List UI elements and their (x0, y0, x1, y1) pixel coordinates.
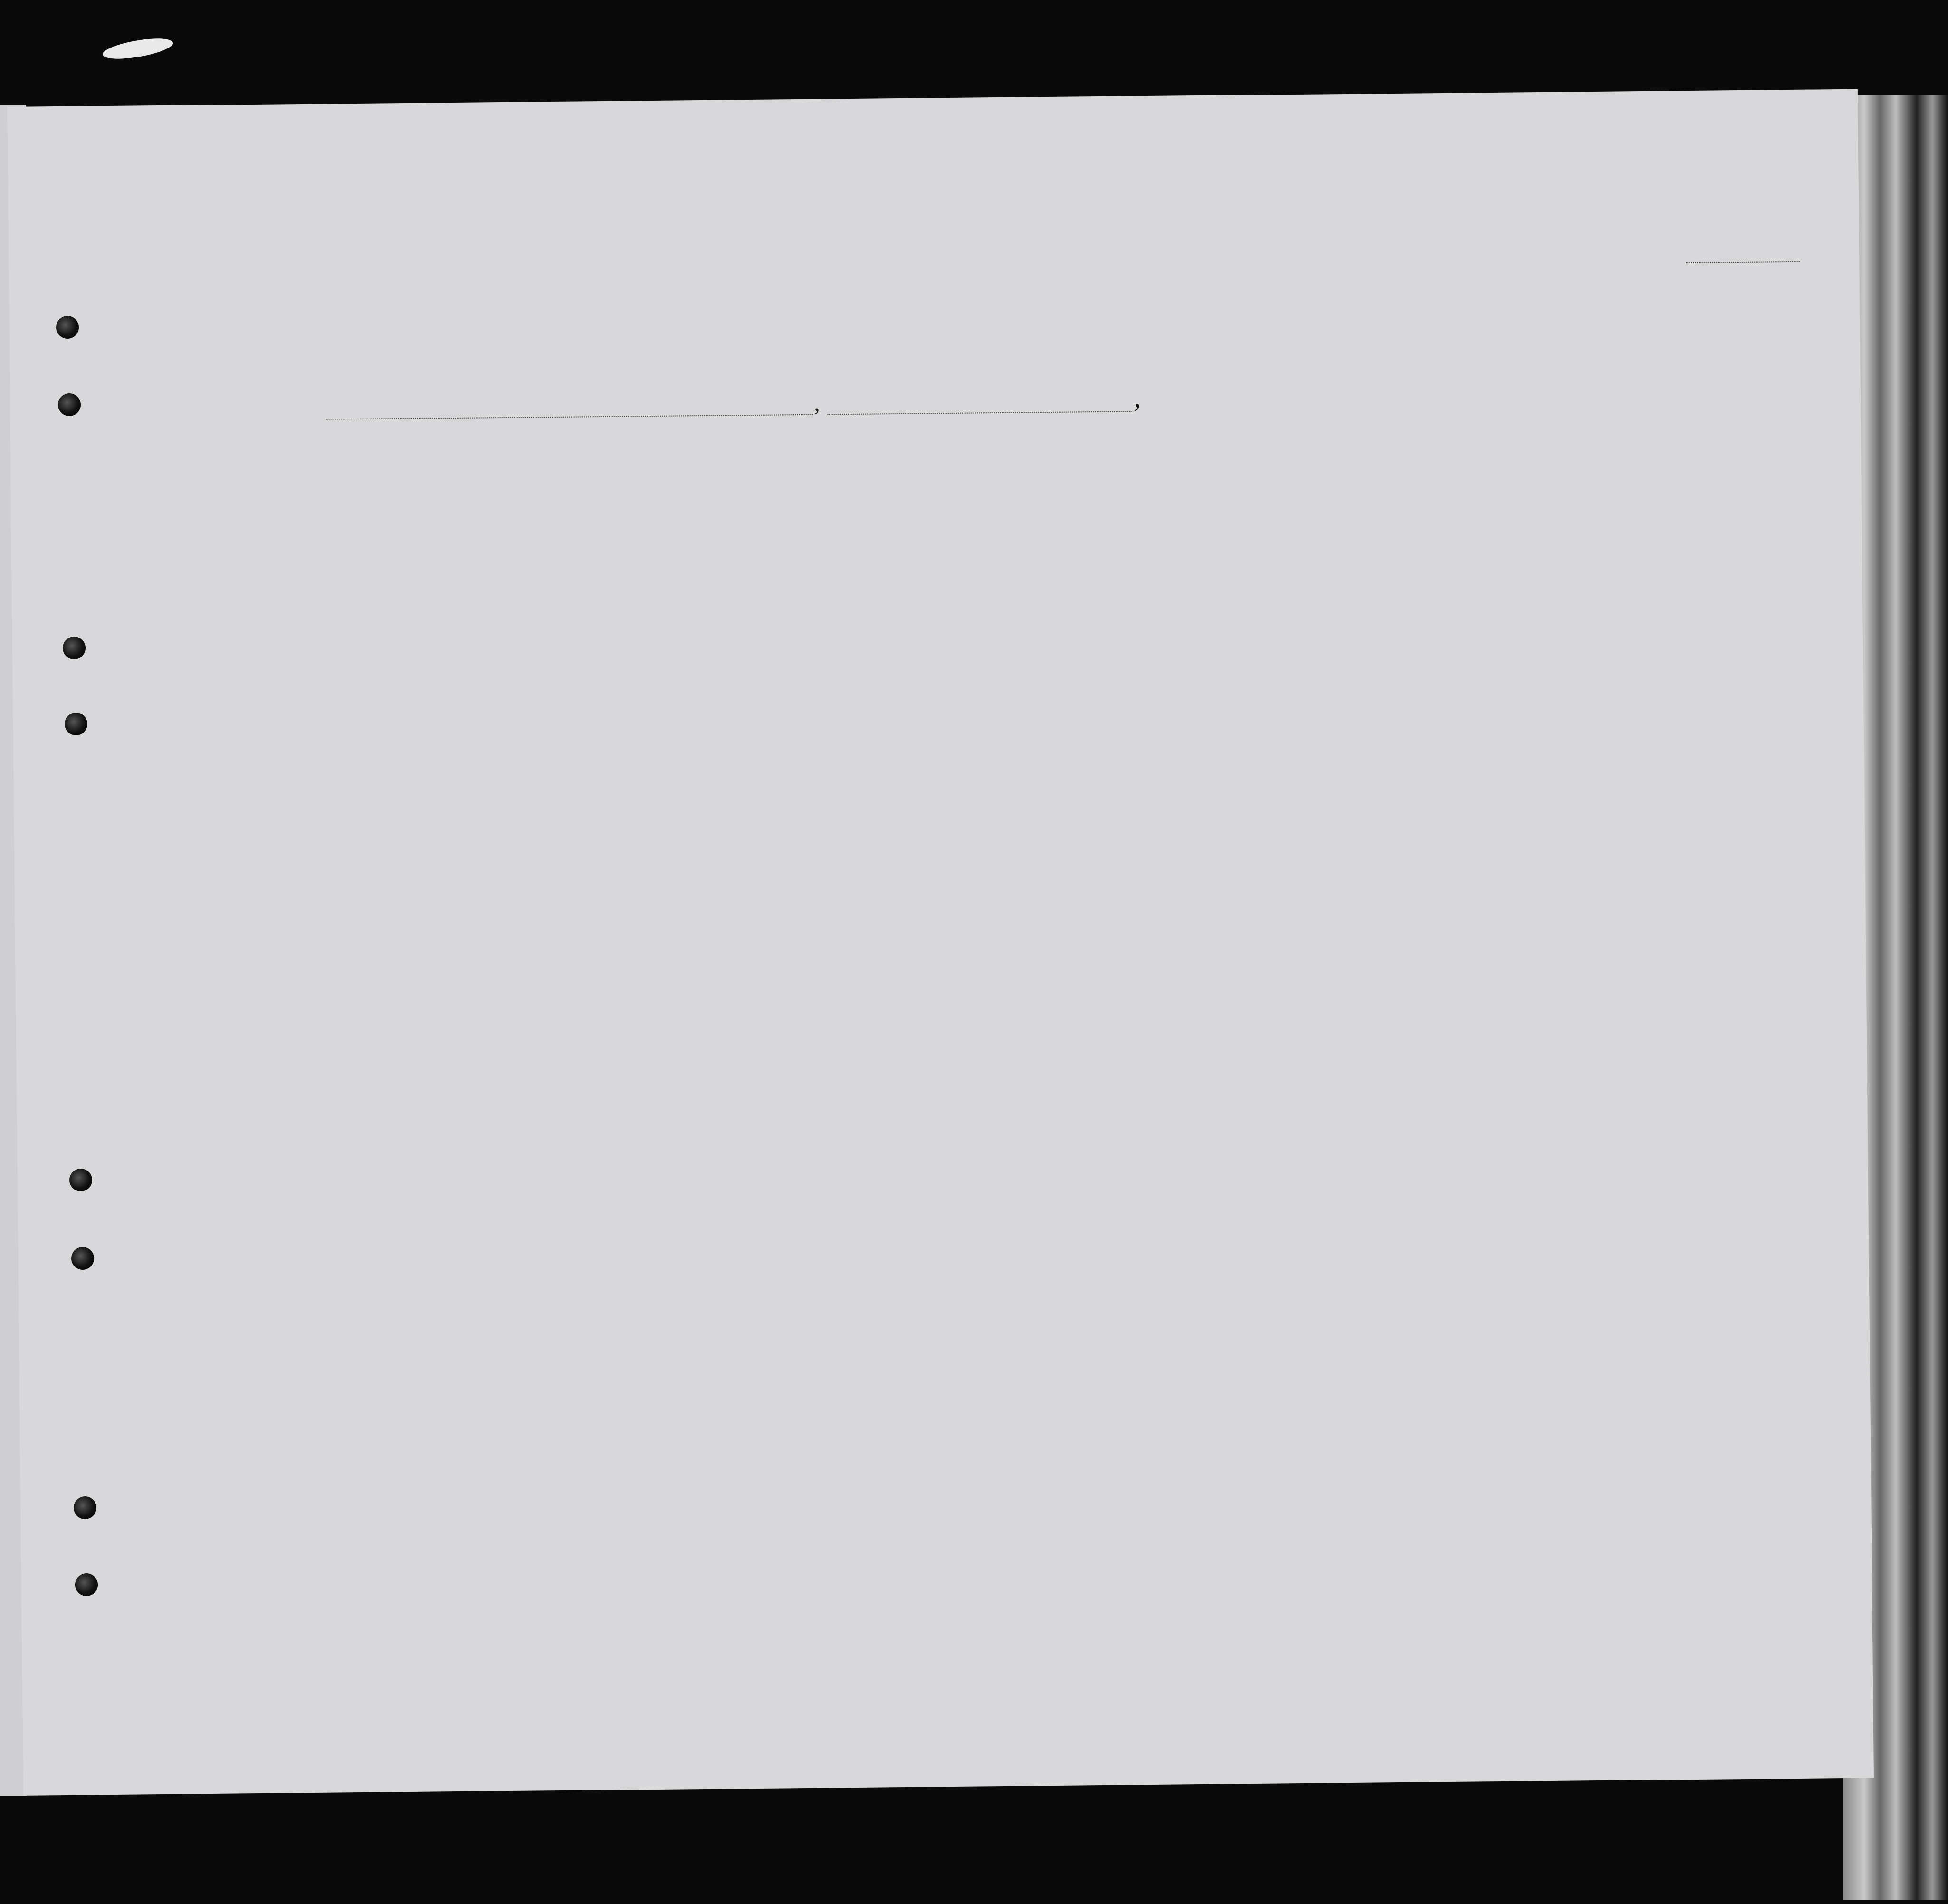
punch-hole (75, 1573, 98, 1596)
punch-hole (71, 1247, 94, 1270)
punch-hole (74, 1496, 96, 1519)
manifest-grid (7, 89, 1874, 1796)
punch-hole (63, 637, 86, 659)
manifest-page (7, 89, 1874, 1796)
comma-2: , (1133, 381, 1141, 413)
punch-hole (65, 713, 87, 735)
torn-paper-fragment (101, 33, 174, 64)
punch-hole (69, 1169, 92, 1191)
punch-hole (56, 316, 79, 339)
comma: , (813, 389, 820, 416)
punch-hole (58, 393, 81, 416)
